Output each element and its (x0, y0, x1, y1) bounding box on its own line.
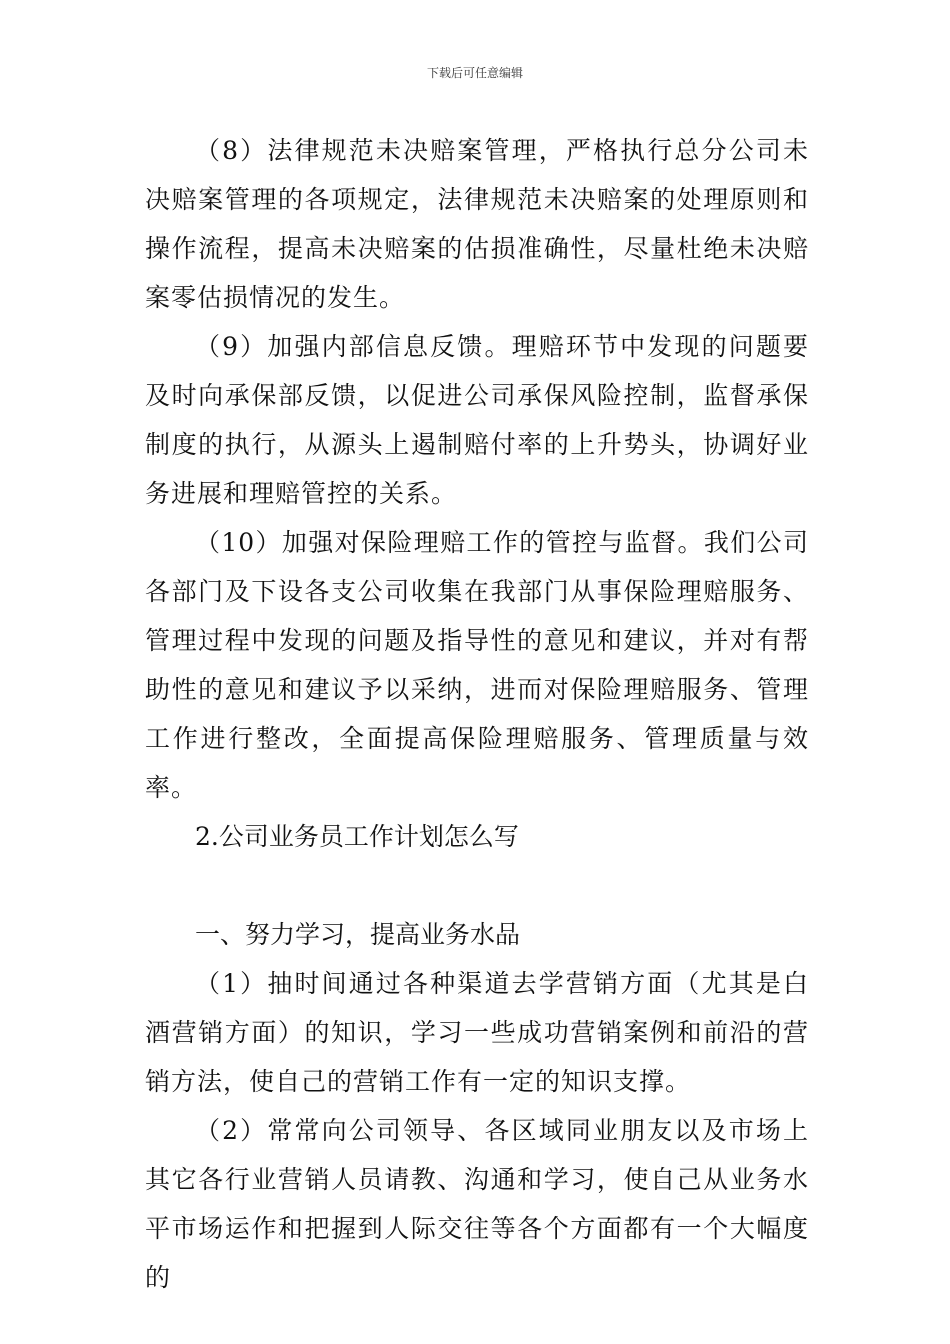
page-header: 下载后可任意编辑 (426, 66, 523, 80)
subsection-title: 一、努力学习，提高业务水品 (195, 920, 521, 949)
paragraph-sub-1: （1）抽时间通过各种渠道去学营销方面（尤其是白酒营销方面）的知识，学习一些成功营销案例和前沿的营销方法，使自己的营销工作有一定的知识支撑。 (145, 969, 809, 1096)
section-title: 2.公司业务员工作计划怎么写 (195, 822, 519, 851)
paragraph-sub-2: （2）常常向公司领导、各区域同业朋友以及市场上其它各行业营销人员请教、沟通和学习，使自己从业务水平市场运作和把握到人际交往等各个方面都有一个大幅度的 (145, 1116, 809, 1292)
paragraph-item-8: （8）法律规范未决赔案管理，严格执行总分公司未决赔案管理的各项规定，法律规范未决赔案的处理原则和操作流程，提高未决赔案的估损准确性，尽量杜绝未决赔案零估损情况的发生。 (145, 136, 809, 312)
document-body (145, 126, 809, 1302)
paragraph-item-9: （9）加强内部信息反馈。理赔环节中发现的问题要及时向承保部反馈，以促进公司承保风险控制，监督承保制度的执行，从源头上遏制赔付率的上升势头，协调好业务进展和理赔管控的关系。 (145, 332, 809, 508)
paragraph-item-10: （10）加强对保险理赔工作的管控与监督。我们公司各部门及下设各支公司收集在我部门从事保险理赔服务、管理过程中发现的问题及指导性的意见和建议，并对有帮助性的意见和建议予以采纳，进而对保险理赔服务、管理工作进行整改，全面提高保险理赔服务、管理质量与效率。 (145, 528, 809, 802)
blank-line (145, 861, 809, 910)
